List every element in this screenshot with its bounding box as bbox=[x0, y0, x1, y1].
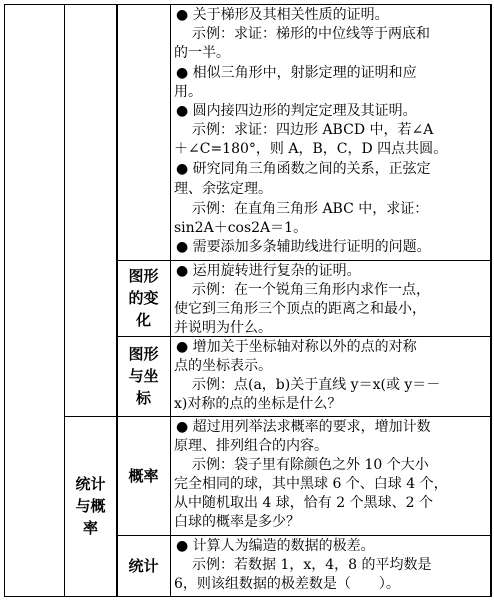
label-part: 统计 bbox=[75, 475, 106, 493]
text-line: 示例：袋子里有除颜色之外 10 个大小 bbox=[192, 457, 429, 473]
text-line: 示例：在一个锐角三角形内求作一点， bbox=[192, 282, 430, 298]
label-part: 率 bbox=[82, 519, 98, 537]
text-line: 理、余弦定理。 bbox=[174, 181, 272, 197]
text-line: 用。 bbox=[174, 84, 202, 100]
text-line: ＋∠C=180°，则 A，B，C，D 四点共圆。 bbox=[174, 141, 448, 157]
rule-row4 bbox=[116, 535, 492, 536]
text-line: 示例：若数据 1，x，4，8 的平均数是 bbox=[192, 557, 432, 573]
text-line: ● 圆内接四边形的判定定理及其证明。 bbox=[176, 103, 417, 119]
text-line: ● 运用旋转进行复杂的证明。 bbox=[176, 263, 361, 279]
row-label-coordinates bbox=[117, 343, 170, 409]
text-line: 的一半。 bbox=[174, 45, 230, 61]
text-line: sin2A＋cos2A＝1。 bbox=[174, 220, 308, 236]
label-part: 标 bbox=[135, 389, 151, 407]
rule-col3 bbox=[170, 4, 171, 596]
label-part: 的变 bbox=[128, 289, 159, 307]
text-line: ● 增加关于坐标轴对称以外的点的对称 bbox=[176, 339, 417, 355]
text-line: 从中随机取出 4 球，恰有 2 个黑球、2 个 bbox=[174, 495, 433, 511]
rule-col4 bbox=[490, 4, 492, 596]
label-part: 图形 bbox=[128, 267, 159, 285]
rule-section bbox=[64, 416, 492, 417]
text-line: 示例：在直角三角形 ABC 中，求证： bbox=[192, 201, 429, 217]
rule-row2 bbox=[116, 336, 492, 337]
text-line: ● 计算人为编造的数据的极差。 bbox=[176, 538, 375, 554]
text-line: ● 超过用列举法求概率的要求，增加计数 bbox=[176, 419, 431, 435]
section-label-statistics-probability bbox=[65, 473, 116, 539]
text-line: 白球的概率是多少？ bbox=[174, 514, 300, 530]
label-part: 与概 bbox=[75, 497, 106, 515]
text-line: 使它到三角形三个顶点的距离之和最小， bbox=[174, 301, 426, 317]
text-line: 点的坐标表示。 bbox=[174, 358, 272, 374]
text-line: 示例：求证：梯形的中位线等于两底和 bbox=[192, 26, 430, 42]
text-line: 并说明为什么。 bbox=[174, 320, 272, 336]
text-line: ● 需要添加多条辅助线进行证明的问题。 bbox=[176, 239, 431, 255]
row-label-statistics bbox=[117, 555, 170, 577]
rule-bottom bbox=[4, 596, 492, 597]
text-line: 完全相同的球，其中黑球 6 个、白球 4 个， bbox=[174, 476, 448, 492]
text-line: 示例：求证：四边形 ABCD 中，若∠A bbox=[192, 122, 434, 138]
text-line: ● 关于梯形及其相关性质的证明。 bbox=[176, 7, 389, 23]
text-line: ● 相似三角形中，射影定理的证明和应 bbox=[176, 65, 417, 81]
rule-top bbox=[4, 4, 492, 5]
row-label-transformation bbox=[117, 265, 170, 331]
label-part: 与坐 bbox=[128, 367, 159, 385]
text-line: 原理、排列组合的内容。 bbox=[174, 438, 328, 454]
text-line: x)对称的点的坐标是什么？ bbox=[174, 396, 342, 412]
text-line: 示例：点(a，b)关于直线 y＝x(或 y＝－ bbox=[192, 377, 441, 393]
label-part: 概率 bbox=[128, 467, 159, 485]
label-part: 化 bbox=[135, 311, 151, 329]
text-line: 6，则该组数据的极差数是（ ）。 bbox=[174, 576, 400, 592]
rule-row1 bbox=[116, 260, 492, 261]
rule-col0 bbox=[4, 4, 5, 596]
text-line: ● 研究同角三角函数之间的关系，正弦定 bbox=[176, 161, 431, 177]
label-part: 图形 bbox=[128, 345, 159, 363]
label-part: 统计 bbox=[128, 557, 159, 575]
row-label-probability bbox=[117, 465, 170, 487]
